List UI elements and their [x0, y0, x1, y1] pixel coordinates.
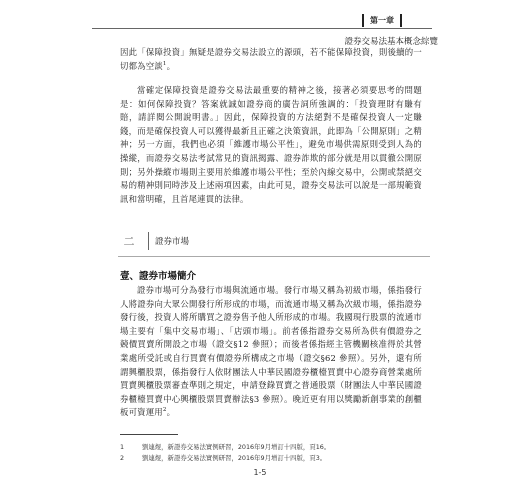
chapter-tab: 第一章 [362, 14, 402, 27]
footnote-2 [120, 453, 430, 462]
paragraph-3 [120, 284, 422, 420]
footnote-rule [120, 434, 178, 435]
footnote-2-text: 劉連煜，新證券交易法實例研習，2016年9月增訂十四版，頁3。 [142, 454, 327, 462]
paragraph-1-text: 因此「保障投資」無疑是證券交易法設立的源頭，若不能保障投資，則後續的一切都為空談 [120, 47, 422, 71]
paragraph-3-text: 證券市場可分為發行市場與流通市場。發行市場又稱為初級市場，係指發行人將證券向大眾公開發行所形成的市場，而流通市場又稱為次級市場，係指證券發行後，投資人將所購買之證券售予他人所形成的市場。我國現行股票的流通市場主要有「集中交易市場」、「店頭市場」。前者係指證券交易所為供有價證券之競價買賣所開設之市場（證交§12 參照）；而後者係指經主管機關核准得於其營業處所受託或自行買賣有價證券所構成之市場（證交§62 參照）。另外，還有所謂興櫃股票，係指發行人依財團法人中華民國證券櫃檯買賣中心證券商營業處所買賣興櫃股票審查準則之規定，申請登錄買賣之普通股票（財團法人中華民國證券櫃檯買賣中心興櫃股票買賣辦法§3 參照）。晚近更有用以獎勵新創事業的創櫃板可資運用 [120, 285, 422, 418]
footnote-1 [120, 442, 430, 451]
paragraph-3-end: 。 [166, 407, 176, 418]
footnote-2-number: 2 [120, 454, 125, 462]
section-divider [148, 232, 149, 250]
header-rule [92, 28, 432, 29]
section-underline [118, 256, 430, 257]
section-number: 二 [123, 235, 135, 248]
page-number: 1-5 [253, 468, 267, 477]
footnote-ref-2[interactable]: 2 [162, 407, 167, 414]
paragraph-1-end: 。 [166, 60, 176, 71]
subsection-heading: 壹、證券市場簡介 [120, 271, 197, 282]
header-subtitle: 證券交易法基本概念綜覽 [344, 37, 438, 47]
section-title: 證券市場 [155, 237, 190, 247]
section-header [118, 229, 189, 253]
footnote-1-text: 劉連煜，新證券交易法實例研習，2016年9月增訂十四版，頁16。 [142, 443, 331, 451]
paragraph-1 [120, 46, 422, 73]
footnote-1-number: 1 [120, 443, 125, 451]
footnote-ref-1[interactable]: 1 [162, 60, 167, 67]
paragraph-2: 當確定保障投資是證券交易法最重要的精神之後，接著必須要思考的問題是：如何保障投資？答案就誠如證券商的廣告詞所強調的：「投資理財有賺有賠，請詳閱公開說明書。」因此，保障投資的方法絕對不是確保投資人一定賺錢，而是確保投資人可以獲得最新且正確之決策資訊，此即為「公開原則」之精神；另一方面，我們也必須「維護市場公平性」，避免市場供需原則受到人為的操縱，而證券交易法考試常見的資訊揭露、證券詐欺的部分就是用以貫徹公開原則；另外操縱市場則主要用於維護市場公平性；至於內線交易中，公開或禁絕交易的精神則同時涉及上述兩項因素，由此可見，證券交易法可以說是一部規範資訊和當明確，且首尾連貫的法律。 [120, 85, 422, 204]
